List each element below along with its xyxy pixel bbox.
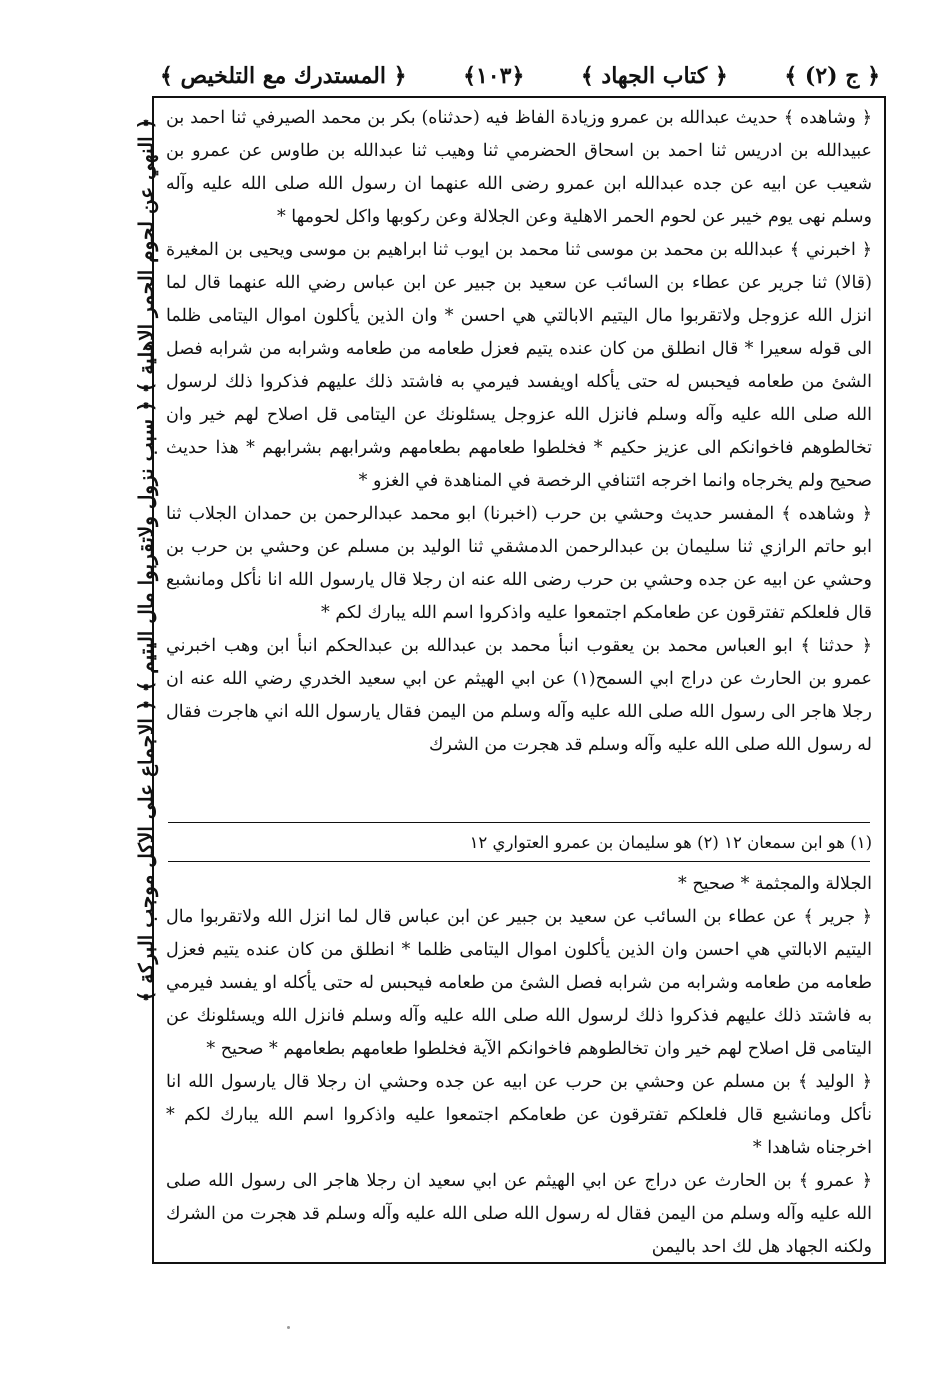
paragraph: ﴿ وشاهده ﴾ حديث عبدالله بن عمرو وزيادة الفاظ فيه (حدثناه) بكر بن محمد الصيرفي ثنا احمد بن عبيدالله بن ادريس ثنا احمد بن اسحاق الحضرمي ثنا وهيب ثنا عبدالله بن طاوس عن عمرو بن شعيب عن ابيه عن جده عبدالله ابن عمرو رضى الله عنهما ان رسول الله صلى الله عليه وآله وسلم نهى يوم خيبر عن لحوم الحمر الاهلية وعن الجلالة وعن ركوبها واكل لحومها *: [166, 108, 872, 227]
header-page-number: ﴿١٠٣﴾: [463, 63, 525, 89]
divider-top: [168, 822, 870, 823]
paragraph: ﴿ جرير ﴾ عن عطاء بن السائب عن سعيد بن جبير عن ابن عباس قال لما انزل الله ولاتقربوا مال اليتيم الابالتي هي احسن وان الذين يأكلون اموال اليتامى ظلما * انطلق من كان عنده يتيم فعزل طعامه من طعامه وشرابه من شرابه فصل الشئ من طعامه فيحبس له حتى يأكله او يفسد فيرمي به فاشتد ذلك عليهم فذكروا ذلك لرسول الله صلى الله عليه وآله وسلم فانزل الله ويسئلونك عن اليتامى قل اصلاح لهم خير وان تخالطوهم فاخوانكم الآية فخلطوا طعامهم بطعامهم * صحيح *: [166, 907, 872, 1059]
paragraph: الجلالة والمجثمة * صحيح *: [678, 874, 872, 894]
paragraph: ﴿ الوليد ﴾ بن مسلم عن وحشي بن حرب عن ابيه عن جده وحشي ان رجلا قال يارسول الله انا نأكل ومانشبع قال فلعلكم تفترقون عن طعامكم اجتمعوا عليه واذكروا اسم الله يبارك لكم * اخرجناه شاهدا *: [166, 1072, 872, 1158]
paragraph: ﴿ اخبرني ﴾ عبدالله بن محمد بن موسى ثنا محمد بن ايوب ثنا ابراهيم بن موسى ويحيى بن المغيرة (قالا) ثنا جرير عن عطاء بن السائب عن سعيد بن جبير عن ابن عباس رضي الله عنهما قال لما انزل الله عزوجل ولاتقربوا مال اليتيم الابالتي هي احسن * وان الذين يأكلون اموال اليتامى ظلما الى قوله سعيرا * قال انطلق من كان عنده يتيم فعزل طعامه من طعامه وشرابه من شرابه فصل الشئ من طعامه فيحبس له حتى يأكله اويفسد فيرمي به فاشتد ذلك عليهم فذكروا ذلك لرسول الله صلى الله عليه وآله وسلم فانزل الله عزوجل يسئلونك عن اليتامى قل اصلاح لهم خير وان تخالطوهم فاخوانكم الى عزيز حكيم * فخلطوا طعامهم بطعامهم وشرابهم بشرابهم * هذا حديث صحيح ولم يخرجاه وانما اخرجه ائتنافي الرخصة في المناهدة في الغزو *: [166, 240, 872, 491]
paragraph: ﴿ وشاهده ﴾ المفسر حديث وحشي بن حرب (اخبرنا) ابو محمد عبدالرحمن بن حمدان الجلاب ثنا ابو حاتم الرازي ثنا سليمان بن عبدالرحمن الدمشقي ثنا الوليد بن مسلم عن وحشي بن حرب بن وحشي عن ابيه عن جده وحشي بن حرب رضى الله عنه ان رجلا قال يارسول الله انا نأكل ومانشبع قال فلعلكم تفترقون عن طعامكم اجتمعوا عليه واذكروا اسم الله يبارك لكم *: [166, 504, 872, 623]
footnotes: (١) هو ابن سمعان ١٢ (٢) هو سليمان بن عمرو العتواري ١٢: [469, 833, 872, 852]
paragraph: ﴿ حدثنا ﴾ ابو العباس محمد بن يعقوب انبأ محمد بن عبدالله بن عبدالحكم انبأ ابن وهب اخبرني عمرو بن الحارث عن دراج ابي السمح(١) عن ابي الهيثم عن ابي سعيد الخدري رضي الله عنه ان رجلا هاجر الى رسول الله صلى الله عليه وآله وسلم من اليمن فقال يارسول الله اني هاجرت فقال له رسول الله صلى الله عليه وآله وسلم قد هجرت من الشرك: [166, 636, 872, 755]
header-volume: ﴿ ج (٢) ﴾: [784, 63, 880, 89]
side-margin-text: ﴿ النهي عن لحوم الحمر الاهلية ﴾ ﴿ سبب نزول ولاتقربوا مال اليتيم ﴾ ﴿ الاجماع على الاكل موجب البركة ﴾: [134, 117, 158, 1003]
talkhis-text: [166, 868, 872, 1264]
text-frame: [152, 96, 886, 1264]
header-chapter-title: ﴿ كتاب الجهاد ﴾: [580, 63, 728, 89]
paragraph: ﴿ عمرو ﴾ بن الحارث عن دراج عن ابي الهيثم عن ابي سعيد ان رجلا هاجر الى رسول الله صلى الله عليه وآله وسلم من اليمن فقال له رسول الله صلى الله عليه وآله وسلم قد هجرت من الشرك ولكنه الجهاد هل لك احد باليمن: [166, 1171, 872, 1257]
header-book-title: ﴿ المستدرك مع التلخيص ﴾: [160, 63, 407, 89]
main-text: [166, 102, 872, 762]
divider-bottom: [168, 861, 870, 862]
running-header: [160, 58, 880, 94]
scan-speck: [287, 1326, 290, 1329]
